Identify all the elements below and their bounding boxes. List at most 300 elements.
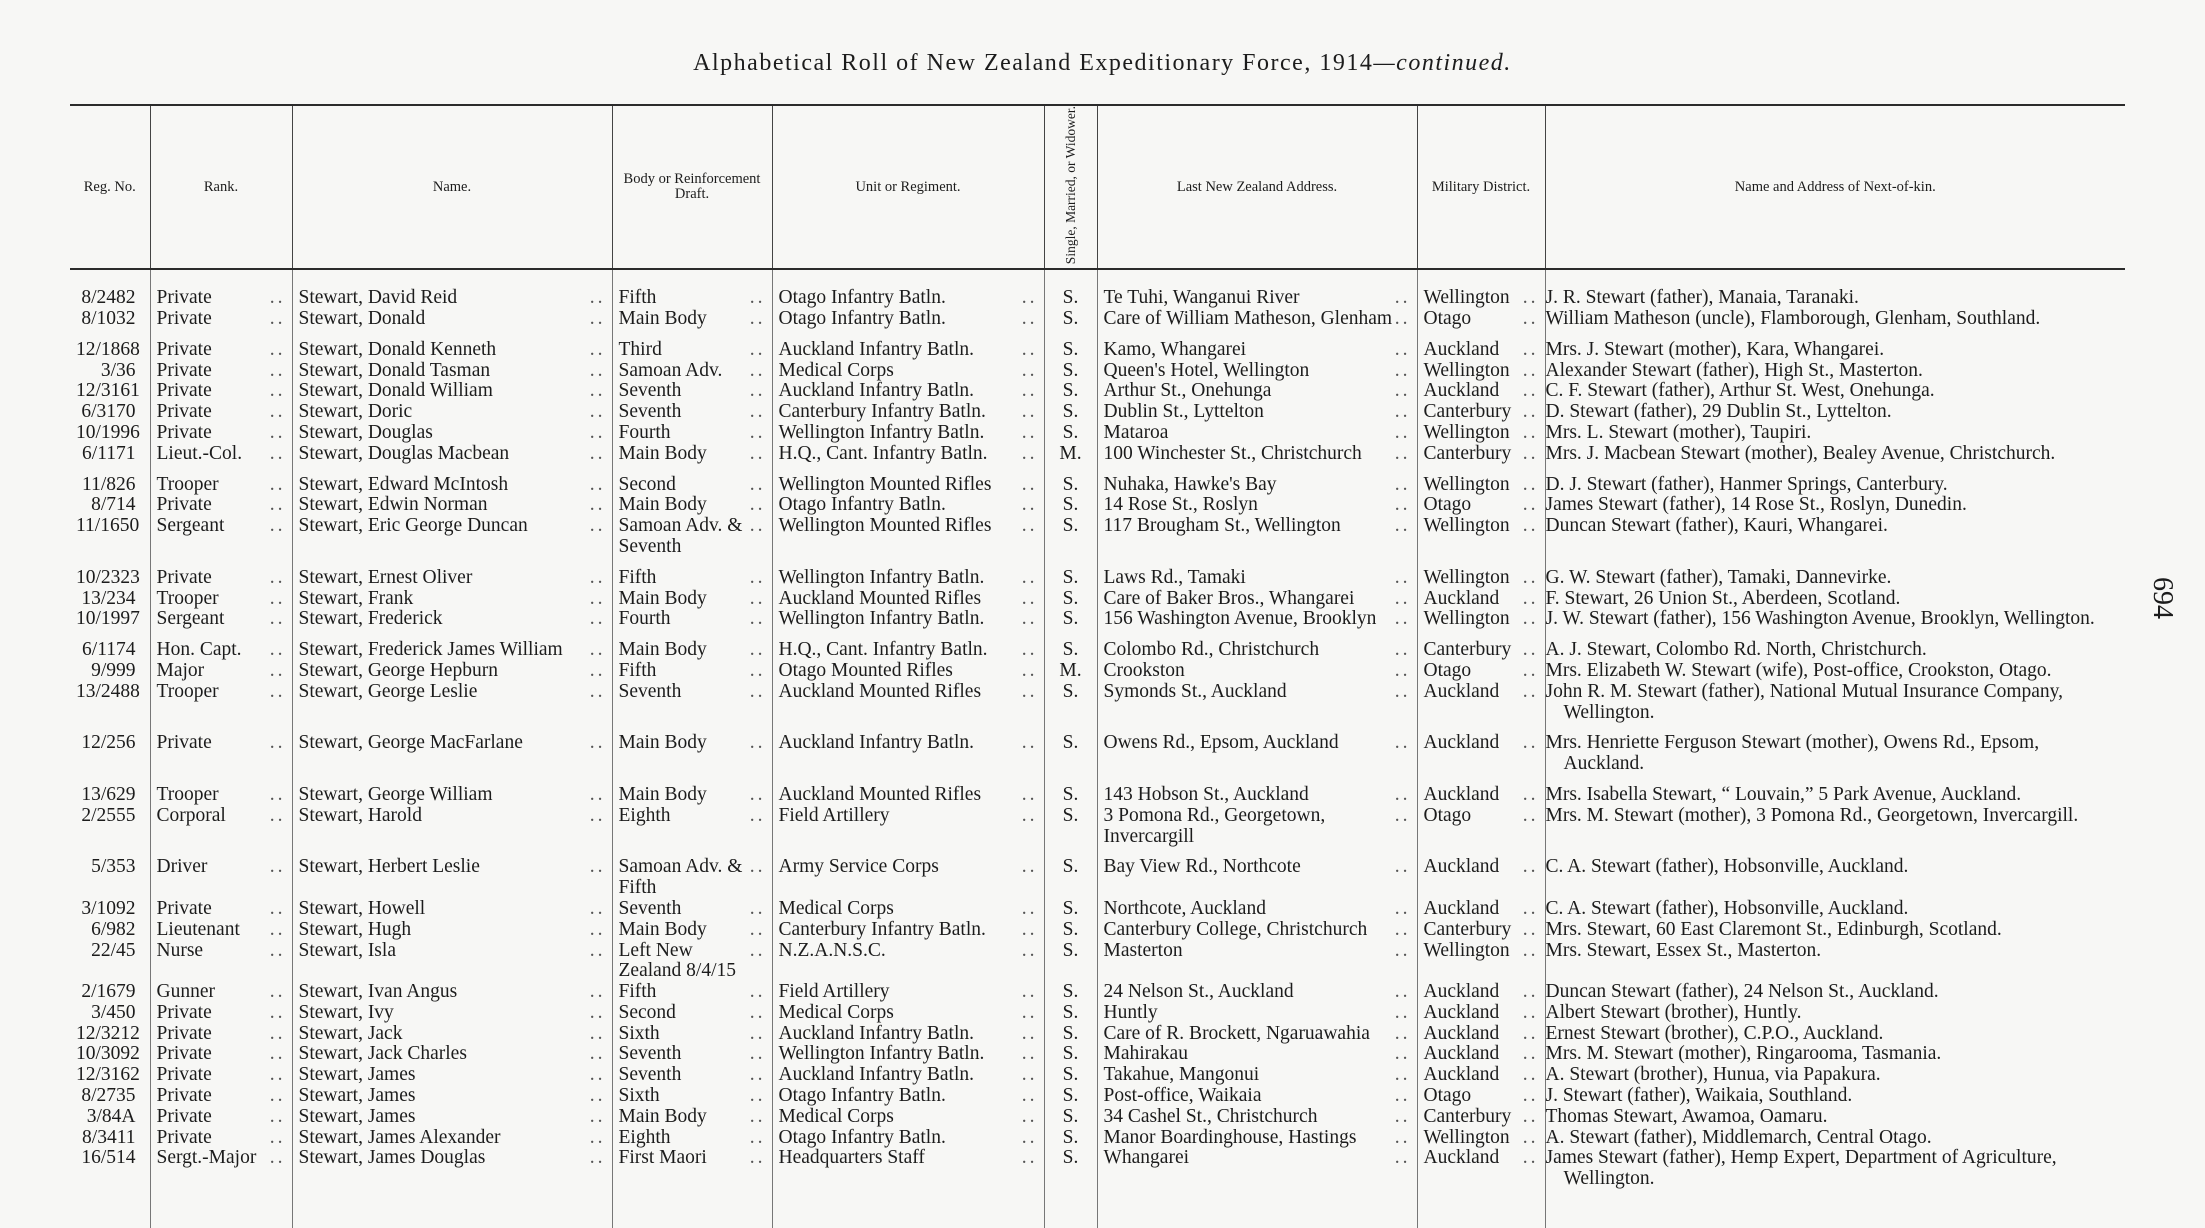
rank-cell [150,661,292,682]
unit-text: Otago Infantry Batln. [778,1085,946,1107]
district-text: Auckland [1423,1147,1500,1169]
name-text: Stewart, Frank [298,587,414,609]
body-cell [612,920,772,941]
rank-text: Private [156,1126,212,1148]
next-of-kin-text: D. Stewart (father), 29 Dublin St., Lyttelton. [1545,401,1892,423]
district-text: Canterbury [1423,1105,1512,1127]
name-cell [292,806,612,848]
name-text: Stewart, Donald Kenneth [298,338,497,360]
next-of-kin-cell [1545,423,2125,444]
leader-dots: .. [269,587,286,609]
leader-dots: .. [749,338,766,360]
body-text: Eighth [618,804,671,826]
status-text: S. [1062,918,1079,940]
unit-text: Auckland Mounted Rifles [778,587,982,609]
address-cell [1097,1128,1417,1149]
body-cell [612,941,772,983]
leader-dots: .. [749,659,766,681]
leader-dots: .. [1394,856,1411,878]
district-cell [1417,609,1545,630]
district-cell [1417,1065,1545,1086]
reg-no-text: 8/2482 [81,287,136,309]
district-text: Canterbury [1423,918,1512,940]
unit-cell [772,1148,1044,1190]
leader-dots: .. [269,1022,286,1044]
district-text: Auckland [1423,732,1500,754]
next-of-kin-cell [1545,1148,2125,1190]
reg-no-cell [70,361,150,382]
body-cell [612,1003,772,1024]
name-text: Stewart, James Douglas [298,1147,486,1169]
body-text: Fifth [618,659,657,681]
rank-text: Trooper [156,473,219,495]
address-text: Owens Rd., Epsom, Auckland [1103,732,1339,754]
next-of-kin-cell [1545,1065,2125,1086]
status-cell [1044,775,1097,806]
reg-no-cell [70,309,150,330]
body-text: Main Body [618,783,707,805]
address-text: Nuhaka, Hawke's Bay [1103,473,1277,495]
leader-dots: .. [749,732,766,754]
rank-cell [150,806,292,848]
rank-cell [150,941,292,983]
name-text: Stewart, James [298,1105,416,1127]
unit-text: Auckland Infantry Batln. [778,380,974,402]
leader-dots: .. [589,421,606,443]
address-cell [1097,269,1417,309]
body-text: Fourth [618,608,671,630]
leader-dots: .. [589,1147,606,1169]
leader-dots: .. [749,804,766,826]
table-row [70,1086,2125,1107]
unit-text: Otago Infantry Batln. [778,1126,946,1148]
status-cell [1044,630,1097,661]
leader-dots: .. [269,856,286,878]
body-cell [612,330,772,361]
unit-cell [772,423,1044,444]
reg-no-text: 3/36 [100,359,136,381]
body-cell [612,444,772,465]
next-of-kin-cell [1545,920,2125,941]
leader-dots: .. [1021,287,1038,309]
rank-text: Private [156,494,212,516]
spacer-cell [1044,1190,1097,1228]
unit-cell [772,941,1044,983]
rank-cell [150,495,292,516]
leader-dots: .. [269,442,286,464]
next-of-kin-text: John R. M. Stewart (father), National Mutual Insurance Company, Wellington. [1545,680,2064,723]
next-of-kin-text: C. A. Stewart (father), Hobsonville, Auckland. [1545,856,1909,878]
name-cell [292,899,612,920]
rank-text: Private [156,1001,212,1023]
header-name: Name. [292,105,612,269]
status-text: M. [1059,659,1082,681]
rank-cell [150,361,292,382]
next-of-kin-cell [1545,847,2125,899]
next-of-kin-text: J. W. Stewart (father), 156 Washington Avenue, Brooklyn, Wellington. [1545,608,2095,630]
status-cell [1044,847,1097,899]
district-cell [1417,516,1545,558]
body-text: Seventh [618,897,682,919]
leader-dots: .. [749,1147,766,1169]
address-cell [1097,423,1417,444]
name-text: Stewart, David Reid [298,287,458,309]
rank-text: Driver [156,856,208,878]
district-cell [1417,444,1545,465]
reg-no-text: 8/3411 [82,1126,136,1148]
district-text: Wellington [1423,515,1510,537]
body-cell [612,847,772,899]
reg-no-cell [70,558,150,589]
address-cell [1097,309,1417,330]
header-status-cell [1044,105,1097,269]
leader-dots: .. [589,1043,606,1065]
unit-text: H.Q., Cant. Infantry Batln. [778,442,988,464]
leader-dots: .. [589,494,606,516]
rank-text: Private [156,338,212,360]
body-cell [612,269,772,309]
name-cell [292,495,612,516]
address-cell [1097,920,1417,941]
leader-dots: .. [269,421,286,443]
leader-dots: .. [269,639,286,661]
next-of-kin-cell [1545,269,2125,309]
next-of-kin-text: G. W. Stewart (father), Tamaki, Dannevirke. [1545,566,1892,588]
unit-cell [772,899,1044,920]
table-row [70,1003,2125,1024]
leader-dots: .. [269,566,286,588]
leader-dots: .. [269,659,286,681]
body-cell [612,516,772,558]
reg-no-cell [70,589,150,610]
leader-dots: .. [1394,918,1411,940]
status-cell [1044,661,1097,682]
district-text: Auckland [1423,338,1500,360]
leader-dots: .. [749,566,766,588]
next-of-kin-cell [1545,589,2125,610]
district-text: Otago [1423,659,1472,681]
name-cell [292,1128,612,1149]
unit-cell [772,630,1044,661]
district-cell [1417,1128,1545,1149]
address-cell [1097,495,1417,516]
leader-dots: .. [1021,639,1038,661]
leader-dots: .. [1021,939,1038,961]
reg-no-text: 6/1171 [82,442,136,464]
unit-text: Wellington Mounted Rifles [778,473,992,495]
unit-text: H.Q., Cant. Infantry Batln. [778,639,988,661]
unit-text: Wellington Infantry Batln. [778,566,985,588]
table-row [70,1148,2125,1190]
next-of-kin-text: Duncan Stewart (father), 24 Nelson St., Auckland. [1545,981,1939,1003]
body-cell [612,775,772,806]
district-text: Auckland [1423,856,1500,878]
leader-dots: .. [589,566,606,588]
reg-no-text: 6/982 [91,918,136,940]
rank-cell [150,920,292,941]
district-text: Auckland [1423,1064,1500,1086]
next-of-kin-cell [1545,402,2125,423]
reg-no-text: 10/1996 [76,421,140,443]
next-of-kin-cell [1545,495,2125,516]
reg-no-text: 2/1679 [81,981,136,1003]
leader-dots: .. [1394,473,1411,495]
district-text: Auckland [1423,1022,1500,1044]
header-row [70,105,2125,269]
next-of-kin-text: C. A. Stewart (father), Hobsonville, Auckland. [1545,897,1909,919]
name-text: Stewart, Donald [298,307,426,329]
next-of-kin-text: William Matheson (uncle), Flamborough, Glenham, Southland. [1545,307,2041,329]
next-of-kin-cell [1545,309,2125,330]
address-cell [1097,1065,1417,1086]
next-of-kin-text: James Stewart (father), Hemp Expert, Department of Agriculture, Wellington. [1545,1147,2057,1190]
leader-dots: .. [589,918,606,940]
address-text: 3 Pomona Rd., Georgetown, Invercargill [1103,804,1326,847]
leader-dots: .. [269,918,286,940]
next-of-kin-cell [1545,941,2125,983]
name-text: Stewart, Howell [298,897,426,919]
leader-dots: .. [1394,515,1411,537]
leader-dots: .. [1522,401,1539,423]
status-text: S. [1062,515,1079,537]
header-district: Military District. [1417,105,1545,269]
leader-dots: .. [1522,783,1539,805]
status-text: S. [1062,680,1079,702]
rank-cell [150,1128,292,1149]
district-cell [1417,423,1545,444]
unit-text: Otago Infantry Batln. [778,287,946,309]
rank-cell [150,269,292,309]
leader-dots: .. [1021,421,1038,443]
rank-text: Private [156,1085,212,1107]
leader-dots: .. [269,359,286,381]
leader-dots: .. [589,1064,606,1086]
next-of-kin-cell [1545,982,2125,1003]
unit-text: Otago Infantry Batln. [778,307,946,329]
status-text: S. [1062,897,1079,919]
reg-no-cell [70,423,150,444]
body-cell [612,723,772,775]
table-row [70,899,2125,920]
leader-dots: .. [1522,587,1539,609]
leader-dots: .. [589,380,606,402]
leader-dots: .. [1021,473,1038,495]
name-cell [292,589,612,610]
address-text: Colombo Rd., Christchurch [1103,639,1320,661]
status-text: S. [1062,981,1079,1003]
leader-dots: .. [1394,287,1411,309]
reg-no-text: 11/1650 [76,515,140,537]
unit-text: Field Artillery [778,981,890,1003]
status-cell [1044,444,1097,465]
title-main: Alphabetical Roll of New Zealand Expeditionary Force, 1914 [693,50,1374,76]
address-cell [1097,899,1417,920]
leader-dots: .. [1522,639,1539,661]
leader-dots: .. [1021,732,1038,754]
next-of-kin-text: A. J. Stewart, Colombo Rd. North, Christchurch. [1545,639,1927,661]
reg-no-cell [70,941,150,983]
name-text: Stewart, Harold [298,804,422,826]
district-text: Auckland [1423,1043,1500,1065]
leader-dots: .. [589,659,606,681]
body-cell [612,381,772,402]
unit-text: Medical Corps [778,897,894,919]
body-cell [612,361,772,382]
name-cell [292,444,612,465]
status-cell [1044,806,1097,848]
address-text: 14 Rose St., Roslyn [1103,494,1258,516]
next-of-kin-cell [1545,381,2125,402]
address-cell [1097,465,1417,496]
next-of-kin-text: Mrs. Elizabeth W. Stewart (wife), Post-office, Crookston, Otago. [1545,659,2052,681]
unit-text: Auckland Infantry Batln. [778,732,974,754]
district-cell [1417,269,1545,309]
rank-cell [150,630,292,661]
rank-cell [150,402,292,423]
body-text: Samoan Adv. & Fifth [618,856,743,899]
leader-dots: .. [589,359,606,381]
address-text: Manor Boardinghouse, Hastings [1103,1126,1357,1148]
leader-dots: .. [1021,783,1038,805]
page-number: 694 [2147,577,2178,619]
address-text: Takahue, Mangonui [1103,1064,1260,1086]
address-cell [1097,1024,1417,1045]
name-text: Stewart, Edward McIntosh [298,473,509,495]
next-of-kin-cell [1545,1024,2125,1045]
address-cell [1097,444,1417,465]
unit-cell [772,1086,1044,1107]
unit-cell [772,495,1044,516]
address-cell [1097,630,1417,661]
name-text: Stewart, Ivy [298,1001,394,1023]
address-cell [1097,847,1417,899]
rank-text: Private [156,1064,212,1086]
rank-cell [150,1107,292,1128]
name-text: Stewart, Jack [298,1022,403,1044]
leader-dots: .. [589,639,606,661]
leader-dots: .. [1021,608,1038,630]
district-text: Auckland [1423,897,1500,919]
district-cell [1417,1003,1545,1024]
unit-cell [772,558,1044,589]
body-text: Left New Zealand 8/4/15 [618,939,737,982]
unit-cell [772,269,1044,309]
reg-no-text: 3/450 [91,1001,136,1023]
leader-dots: .. [1021,587,1038,609]
unit-text: Army Service Corps [778,856,939,878]
body-text: Third [618,338,662,360]
rank-text: Sergeant [156,608,225,630]
leader-dots: .. [1394,680,1411,702]
unit-cell [772,516,1044,558]
body-text: Fifth [618,287,657,309]
status-text: S. [1062,939,1079,961]
status-text: S. [1062,732,1079,754]
leader-dots: .. [269,783,286,805]
rank-cell [150,1003,292,1024]
next-of-kin-cell [1545,1086,2125,1107]
status-cell [1044,1024,1097,1045]
leader-dots: .. [269,804,286,826]
name-text: Stewart, James Alexander [298,1126,501,1148]
district-cell [1417,941,1545,983]
unit-cell [772,589,1044,610]
status-cell [1044,423,1097,444]
leader-dots: .. [1394,421,1411,443]
address-text: Kamo, Whangarei [1103,338,1247,360]
name-cell [292,402,612,423]
next-of-kin-text: Mrs. J. Macbean Stewart (mother), Bealey Avenue, Christchurch. [1545,442,2056,464]
leader-dots: .. [1394,783,1411,805]
leader-dots: .. [1021,401,1038,423]
leader-dots: .. [1522,359,1539,381]
unit-text: Otago Infantry Batln. [778,494,946,516]
rank-text: Private [156,897,212,919]
name-text: Stewart, George MacFarlane [298,732,523,754]
leader-dots: .. [1021,1064,1038,1086]
status-text: S. [1062,783,1079,805]
leader-dots: .. [1021,494,1038,516]
address-cell [1097,589,1417,610]
reg-no-text: 13/234 [81,587,136,609]
name-cell [292,775,612,806]
leader-dots: .. [269,307,286,329]
name-cell [292,516,612,558]
district-cell [1417,381,1545,402]
address-text: Northcote, Auckland [1103,897,1266,919]
rank-cell [150,1065,292,1086]
body-text: Sixth [618,1022,660,1044]
body-text: Main Body [618,639,707,661]
body-cell [612,465,772,496]
table-row [70,361,2125,382]
spacer-cell [150,1190,292,1228]
body-cell [612,423,772,444]
next-of-kin-text: J. Stewart (father), Waikaia, Southland. [1545,1085,1853,1107]
rank-cell [150,899,292,920]
status-cell [1044,1128,1097,1149]
rank-text: Sergt.-Major [156,1147,257,1169]
next-of-kin-cell [1545,330,2125,361]
district-text: Canterbury [1423,401,1512,423]
district-text: Canterbury [1423,639,1512,661]
body-cell [612,1044,772,1065]
name-text: Stewart, Ivan Angus [298,981,458,1003]
table-row [70,1044,2125,1065]
rank-text: Private [156,287,212,309]
rank-cell [150,423,292,444]
next-of-kin-cell [1545,516,2125,558]
leader-dots: .. [1394,939,1411,961]
status-cell [1044,381,1097,402]
district-cell [1417,775,1545,806]
reg-no-cell [70,465,150,496]
leader-dots: .. [1021,338,1038,360]
leader-dots: .. [269,981,286,1003]
district-text: Auckland [1423,380,1500,402]
status-text: S. [1062,804,1079,826]
leader-dots: .. [1394,587,1411,609]
district-cell [1417,1107,1545,1128]
name-cell [292,361,612,382]
unit-cell [772,1128,1044,1149]
reg-no-cell [70,775,150,806]
spacer-cell [70,1190,150,1228]
body-text: Seventh [618,380,682,402]
status-cell [1044,269,1097,309]
status-text: S. [1062,639,1079,661]
status-cell [1044,682,1097,724]
